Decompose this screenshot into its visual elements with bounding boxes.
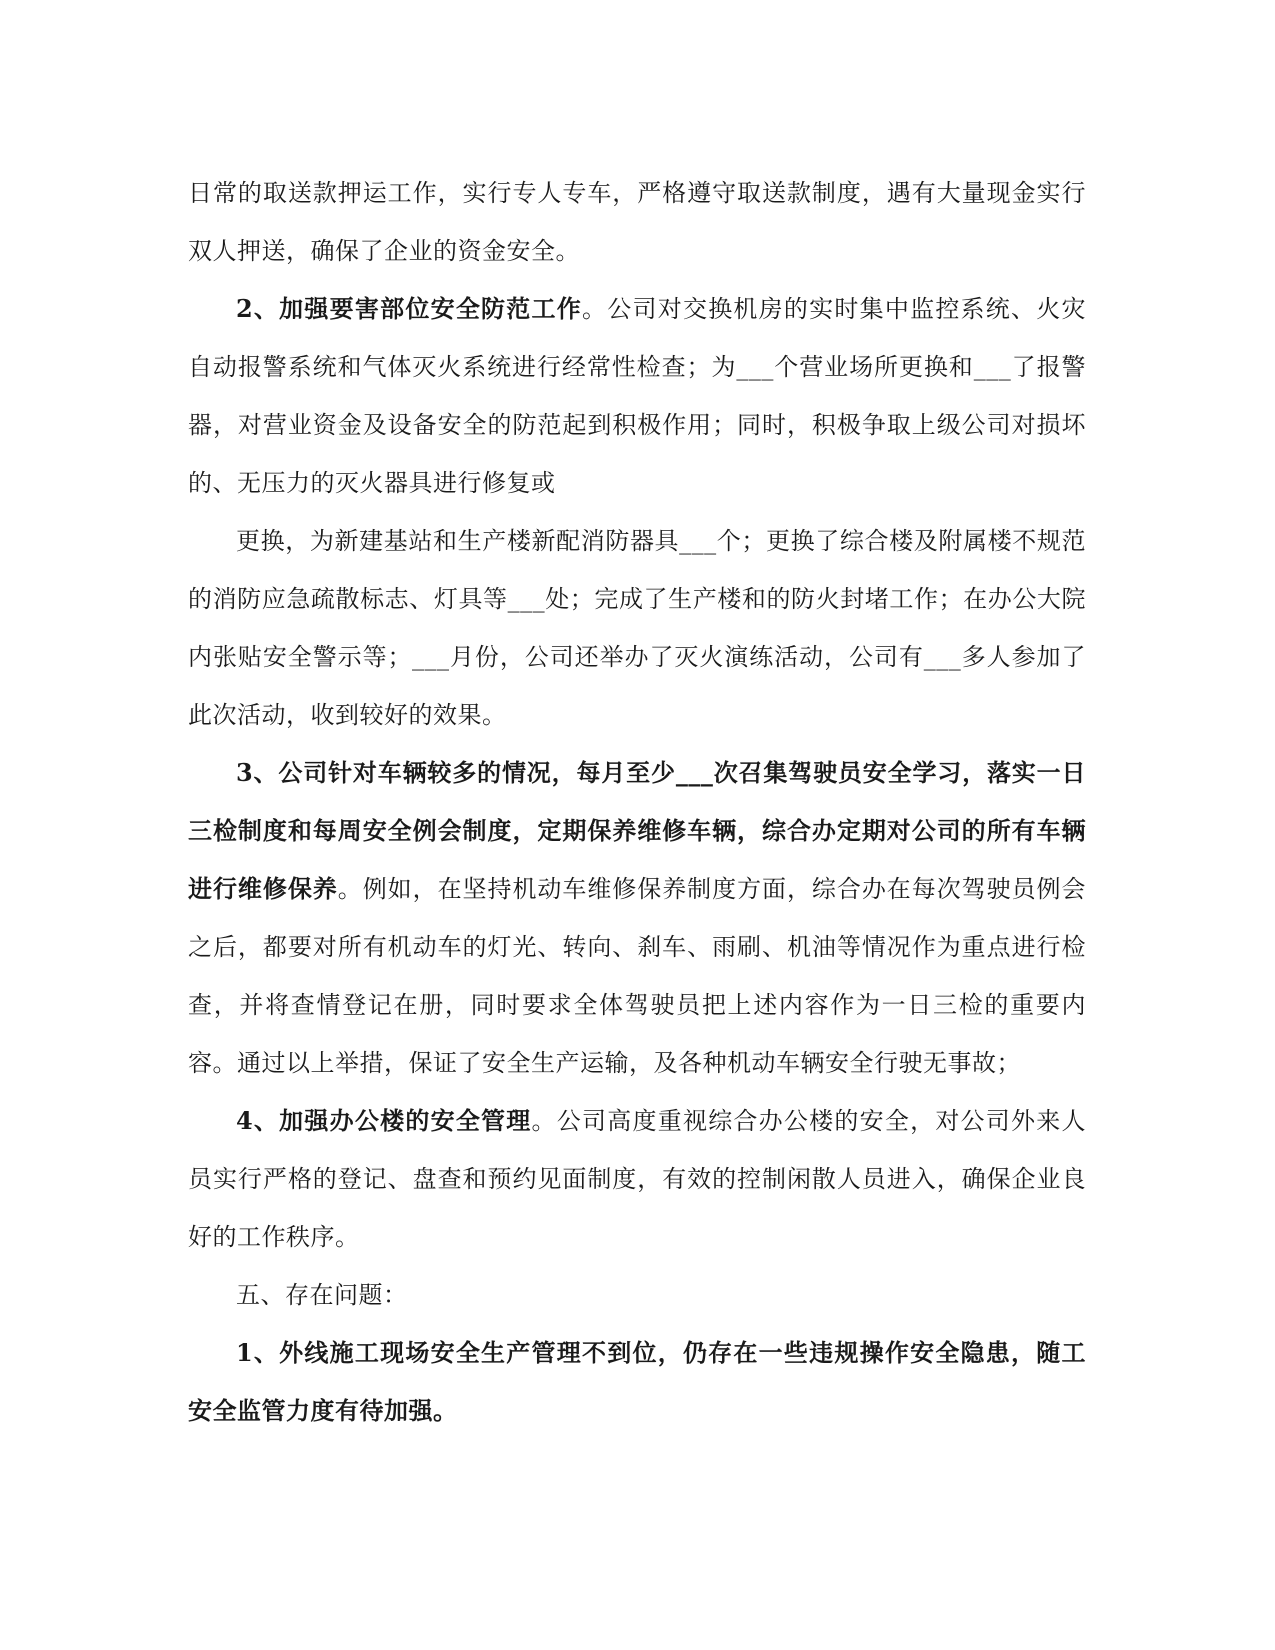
paragraph-text: 更换，为新建基站和生产楼新配消防器具___个；更换了综合楼及附属楼不规范的消防应急疏散标志、灯具等___处；完成了生产楼和的防火封堵工作；在办公大院内张贴安全警示等；___月份，公司还举办了灭火演练活动，公司有___多人参加了此次活动，收到较好的效果。 <box>188 527 1086 729</box>
paragraph-cash-escort <box>188 164 1086 280</box>
paragraph-key-areas-security <box>188 280 1086 512</box>
document-body <box>188 164 1086 1440</box>
paragraph-fire-equipment <box>188 512 1086 744</box>
paragraph-lead: 2、加强要害部位安全防范工作 <box>236 294 583 323</box>
section-heading-text: 五、存在问题： <box>236 1281 408 1309</box>
paragraph-text: 。公司高度重视综合办公楼的安全，对公司外来人员实行严格的登记、盘查和预约见面制度，有效的控制闲散人员进入，确保企业良好的工作秩序。 <box>188 1107 1087 1251</box>
paragraph-lead: 4、加强办公楼的安全管理 <box>236 1106 532 1135</box>
paragraph-office-building <box>188 1092 1086 1266</box>
paragraph-vehicle-safety <box>188 744 1086 1092</box>
paragraph-lead: 3、公司针对车辆较多的情况，每月至少___次召集驾驶员安全学习，落实一日三检制度和每周安全例会制度，定期保养维修车辆，综合办定期对公司的所有车辆进行维修保养 <box>188 758 1086 903</box>
paragraph-text: 。例如，在坚持机动车维修保养制度方面，综合办在每次驾驶员例会之后，都要对所有机动车的灯光、转向、刹车、雨刷、机油等情况作为重点进行检查，并将查情登记在册，同时要求全体驾驶员把上述内容作为一日三检的重要内容。通过以上举措，保证了安全生产运输，及各种机动车辆安全行驶无事故； <box>188 875 1087 1077</box>
paragraph-text: 。公司对交换机房的实时集中监控系统、火灾自动报警系统和气体灭火系统进行经常性检查；为___个营业场所更换和___了报警器，对营业资金及设备安全的防范起到积极作用；同时，积极争取上级公司对损坏的、无压力的灭火器具进行修复或 <box>188 295 1087 497</box>
section-heading-problems <box>188 1266 1086 1324</box>
paragraph-text: 日常的取送款押运工作，实行专人专车，严格遵守取送款制度，遇有大量现金实行双人押送，确保了企业的资金安全。 <box>188 179 1086 265</box>
paragraph-problem-1 <box>188 1324 1086 1440</box>
paragraph-lead: 1、外线施工现场安全生产管理不到位，仍存在一些违规操作安全隐患，随工安全监管力度有待加强。 <box>188 1338 1086 1425</box>
